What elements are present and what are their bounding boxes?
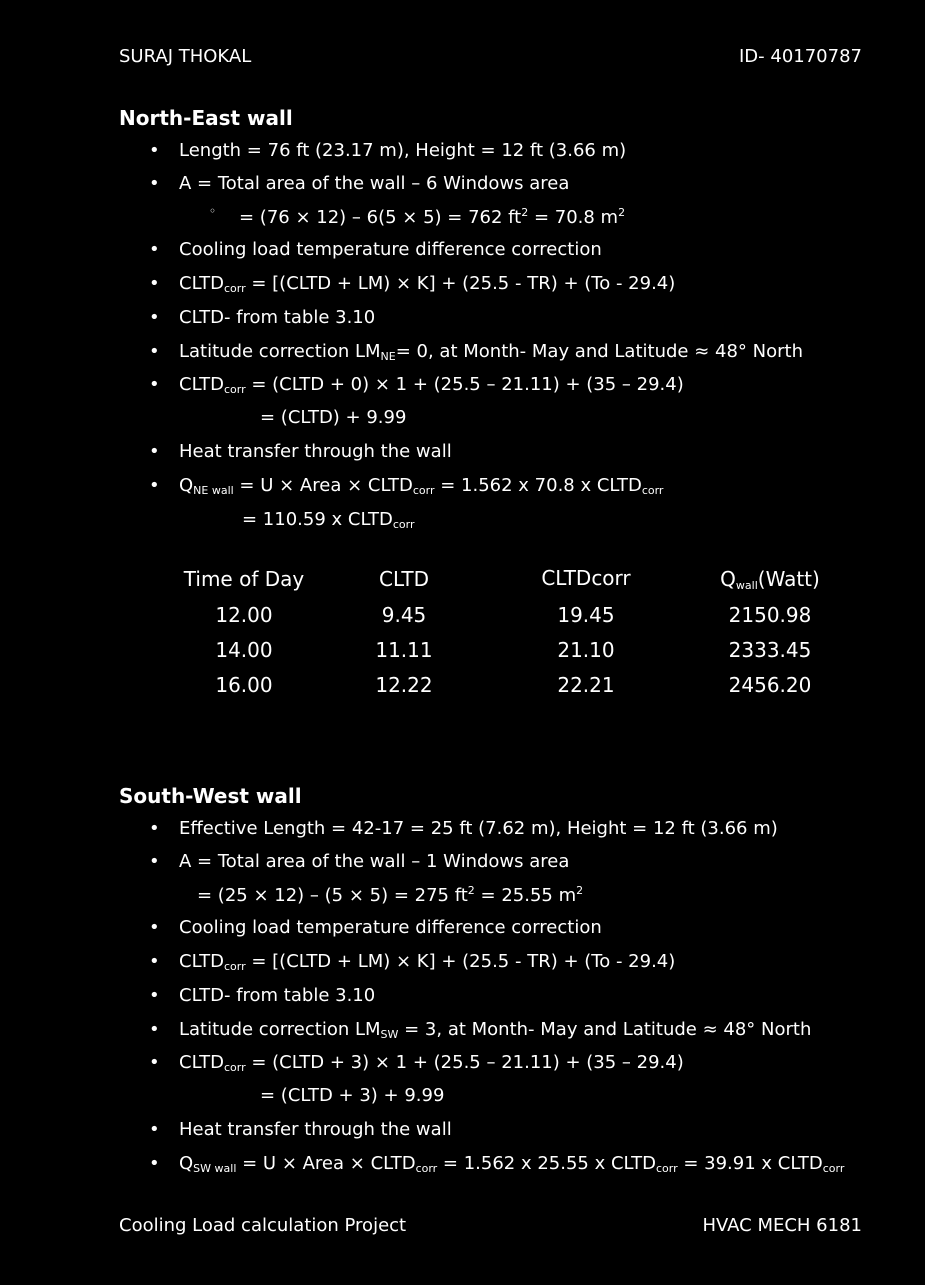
ne-cltd-table-line: • CLTD- from table 3.10	[149, 307, 376, 328]
sw-cltd-calc-line: • $CLTD_{corr}$ = (CLTD + 3) × 1 + (25.5 – 21.11) + (35 – 29.4)	[149, 1052, 684, 1074]
table-cell: 9.45	[381, 603, 427, 627]
table-cell: 2333.45	[728, 638, 812, 662]
sw-cltd-formula-line: • $CLTD_{corr}$ = [(CLTD + LM) × K] + (25.5 - TR) + (To - 29.4)	[149, 951, 676, 973]
ne-q-formula-line: • $Q_{NE wall} = U$ × Area × $CLTD_{corr} = 1.562$ x 70.8 x $CLTD_{corr}$	[149, 475, 664, 497]
ne-latitude-line: • Latitude correction $LM_{NE}= 0$, at Month- May and Latitude ≈ 48° North	[149, 341, 803, 363]
table-cell: 22.21	[557, 673, 615, 697]
table-cell: 2456.20	[728, 673, 812, 697]
ne-cltd-result-line: = (CLTD) + 9.99	[260, 407, 407, 428]
ne-area-calc-line: ◦ = (76 × 12) – 6(5 × 5) = 762 $ft^2 = 70.8$ $m^2$	[209, 204, 626, 228]
sw-area-line: • A = Total area of the wall – 1 Windows area	[149, 851, 570, 872]
bullet-icon: •	[149, 239, 160, 260]
table-header-q-wall: $Q_{wall}(Watt)$	[720, 567, 820, 592]
table-header-time: Time of Day	[183, 567, 305, 591]
sw-cltd-result-line: = (CLTD + 3) + 9.99	[260, 1085, 445, 1106]
footer-course-code: HVAC MECH 6181	[702, 1215, 862, 1236]
student-id: ID- 40170787	[738, 46, 862, 67]
bullet-icon: •	[149, 307, 160, 328]
sw-length-line: • Effective Length = 42-17 = 25 ft (7.62 m), Height = 12 ft (3.66 m)	[149, 818, 778, 839]
ne-cltd-calc-line: • $CLTD_{corr}$ = (CLTD + 0) × 1 + (25.5 – 21.11) + (35 – 29.4)	[149, 374, 684, 396]
bullet-icon: •	[149, 1019, 160, 1040]
bullet-icon: •	[149, 140, 160, 161]
sw-q-formula-line: • $Q_{SW wall} = U$ × Area × $CLTD_{corr} = 1.562$ x 25.55 x $CLTD_{corr} = 39.91$ x $CLTD_{corr}$	[149, 1153, 845, 1175]
table-header-cltd: CLTD	[379, 567, 429, 591]
ne-length-line: • Length = 76 ft (23.17 m), Height = 12 ft (3.66 m)	[149, 140, 627, 161]
bullet-icon: •	[149, 917, 160, 938]
bullet-icon: •	[149, 1153, 160, 1174]
ne-cltd-correction-line: • Cooling load temperature difference correction	[149, 239, 602, 260]
sw-heat-transfer-line: • Heat transfer through the wall	[149, 1119, 452, 1140]
bullet-icon: •	[149, 273, 160, 294]
table-cell: 19.45	[557, 603, 615, 627]
bullet-icon: •	[149, 851, 160, 872]
ne-heat-transfer-line: • Heat transfer through the wall	[149, 441, 452, 462]
footer-project-title: Cooling Load calculation Project	[119, 1215, 407, 1236]
bullet-icon: •	[149, 985, 160, 1006]
table-cell: 21.10	[557, 638, 615, 662]
table-cell: 12.00	[215, 603, 273, 627]
table-header-cltd-corr: CLTDcorr	[541, 566, 631, 590]
bullet-icon: •	[149, 173, 160, 194]
ne-cltd-formula-line: • $CLTD_{corr}$ = [(CLTD + LM) × K] + (25.5 - TR) + (To - 29.4)	[149, 273, 676, 295]
table-cell: 16.00	[215, 673, 273, 697]
ne-wall-heading: North-East wall	[119, 106, 293, 130]
sw-wall-heading: South-West wall	[119, 784, 302, 808]
ne-area-line: • A = Total area of the wall – 6 Windows area	[149, 173, 570, 194]
bullet-icon: •	[149, 1119, 160, 1140]
author-name: SURAJ THOKAL	[119, 46, 252, 67]
sw-area-calc-line: = (25 × 12) – (5 × 5) = 275 $ft^2 = 25.55$ $m^2$	[197, 884, 584, 906]
bullet-icon: •	[149, 818, 160, 839]
sw-cltd-correction-line: • Cooling load temperature difference correction	[149, 917, 602, 938]
table-cell: 12.22	[375, 673, 433, 697]
bullet-icon: •	[149, 475, 160, 496]
bullet-icon: •	[149, 374, 160, 395]
ne-q-result-line: = 110.59 x $CLTD_{corr}$	[242, 509, 415, 531]
bullet-icon: •	[149, 1052, 160, 1073]
sw-latitude-line: • Latitude correction $LM_{SW} = 3$, at Month- May and Latitude ≈ 48° North	[149, 1019, 812, 1041]
bullet-icon: •	[149, 951, 160, 972]
sw-cltd-table-line: • CLTD- from table 3.10	[149, 985, 376, 1006]
table-cell: 14.00	[215, 638, 273, 662]
bullet-icon: •	[149, 341, 160, 362]
table-cell: 2150.98	[728, 603, 812, 627]
bullet-icon: •	[149, 441, 160, 462]
table-cell: 11.11	[375, 638, 433, 662]
circle-bullet-icon: ◦	[209, 204, 217, 218]
